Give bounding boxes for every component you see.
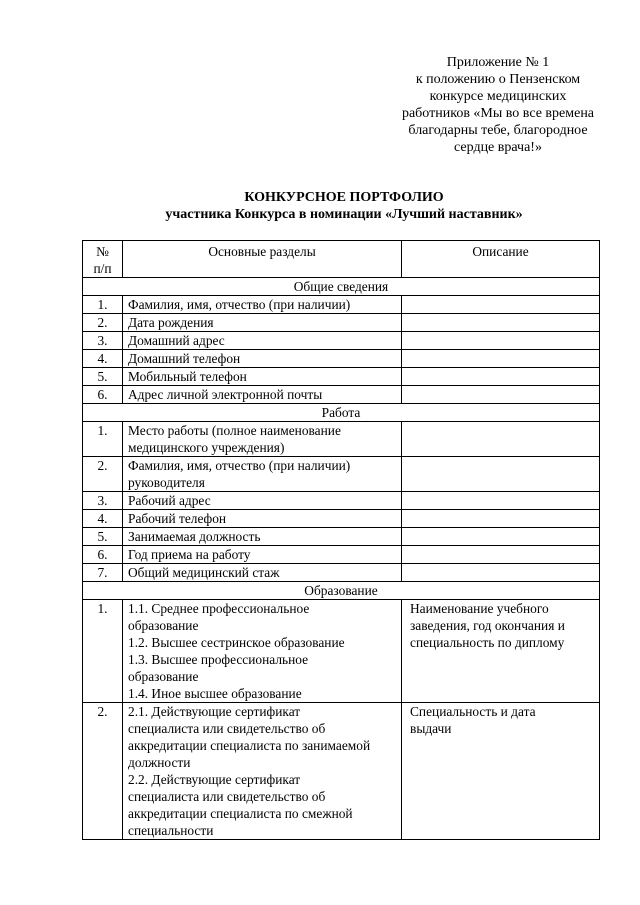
- table-row: [83, 546, 600, 564]
- section-line: 2.2. Действующие сертификат: [128, 772, 301, 787]
- row-description: [402, 350, 600, 368]
- row-number: 1.: [83, 600, 123, 703]
- section-line: специальности: [128, 823, 214, 838]
- description-line: Наименование учебного: [410, 601, 549, 616]
- section-line: Домашний адрес: [128, 333, 225, 348]
- row-description: [402, 422, 600, 457]
- table-row: [83, 457, 600, 492]
- row-section: [123, 422, 402, 457]
- section-line: Место работы (полное наименование: [128, 423, 341, 438]
- table-row: [83, 510, 600, 528]
- table-row: [83, 703, 600, 840]
- description-line: выдачи: [410, 721, 452, 736]
- table-row: [83, 332, 600, 350]
- header-sections: Основные разделы: [123, 241, 402, 278]
- row-section: [123, 350, 402, 368]
- row-number: 3.: [83, 492, 123, 510]
- appendix-line: благодарны тебе, благородное: [408, 123, 588, 138]
- appendix-line: конкурсе медицинских: [429, 89, 567, 104]
- section-line: должности: [128, 755, 191, 770]
- table-row: [83, 314, 600, 332]
- section-line: аккредитации специалиста по смежной: [128, 806, 353, 821]
- row-section: [123, 600, 402, 703]
- section-line: Рабочий адрес: [128, 493, 211, 508]
- row-number: 6.: [83, 386, 123, 404]
- table-row: [83, 528, 600, 546]
- section-line: Фамилия, имя, отчество (при наличии): [128, 297, 351, 312]
- description-line: заведения, год окончания и: [410, 618, 565, 633]
- group-title: Общие сведения: [83, 278, 600, 296]
- table-group-row: [83, 582, 600, 600]
- section-line: 1.4. Иное высшее образование: [128, 686, 302, 701]
- section-line: медицинского учреждения): [128, 440, 285, 455]
- section-line: аккредитации специалиста по занимаемой: [128, 738, 371, 753]
- table-group-row: [83, 404, 600, 422]
- row-number: 6.: [83, 546, 123, 564]
- row-section: [123, 510, 402, 528]
- row-description: [402, 314, 600, 332]
- row-number: 5.: [83, 528, 123, 546]
- row-description: [402, 546, 600, 564]
- table-header-row: [83, 241, 600, 278]
- appendix-line: сердце врача!»: [454, 140, 542, 155]
- row-description: [402, 564, 600, 582]
- row-description: [402, 386, 600, 404]
- portfolio-table: [82, 240, 600, 840]
- table-group-row: [83, 278, 600, 296]
- row-number: 2.: [83, 703, 123, 840]
- row-number: 3.: [83, 332, 123, 350]
- row-section: [123, 296, 402, 314]
- row-number: 4.: [83, 510, 123, 528]
- section-line: Год приема на работу: [128, 547, 251, 562]
- row-section: [123, 368, 402, 386]
- row-section: [123, 546, 402, 564]
- header-description: Описание: [402, 241, 600, 278]
- row-section: [123, 492, 402, 510]
- section-line: Рабочий телефон: [128, 511, 227, 526]
- group-title: Работа: [83, 404, 600, 422]
- appendix-line: работников «Мы во все времена: [401, 106, 595, 121]
- row-description: [402, 296, 600, 314]
- section-line: образование: [128, 618, 199, 633]
- row-description: [402, 368, 600, 386]
- section-line: Домашний телефон: [128, 351, 241, 366]
- row-number: 7.: [83, 564, 123, 582]
- header-number-line: №: [96, 244, 109, 259]
- table-row: [83, 600, 600, 703]
- row-description: [402, 528, 600, 546]
- section-line: 1.1. Среднее профессиональное: [128, 601, 310, 616]
- appendix-note: [388, 54, 608, 156]
- table-row: [83, 296, 600, 314]
- row-section: [123, 332, 402, 350]
- section-line: Дата рождения: [128, 315, 214, 330]
- section-line: специалиста или свидетельство об: [128, 789, 326, 804]
- section-line: 2.1. Действующие сертификат: [128, 704, 301, 719]
- table-row: [83, 422, 600, 457]
- appendix-line: к положению о Пензенском: [415, 72, 581, 87]
- row-section: [123, 457, 402, 492]
- row-number: 2.: [83, 457, 123, 492]
- row-number: 1.: [83, 422, 123, 457]
- section-line: Общий медицинский стаж: [128, 565, 280, 580]
- row-description: [402, 510, 600, 528]
- description-line: Специальность и дата: [410, 704, 536, 719]
- table-row: [83, 564, 600, 582]
- section-line: руководителя: [128, 475, 205, 490]
- row-description: [402, 600, 600, 703]
- section-line: образование: [128, 669, 199, 684]
- row-section: [123, 703, 402, 840]
- section-line: 1.3. Высшее профессиональное: [128, 652, 309, 667]
- section-line: Занимаемая должность: [128, 529, 261, 544]
- section-line: Фамилия, имя, отчество (при наличии): [128, 458, 351, 473]
- section-line: Мобильный телефон: [128, 369, 247, 384]
- row-number: 2.: [83, 314, 123, 332]
- document-title: КОНКУРСНОЕ ПОРТФОЛИО: [244, 190, 444, 205]
- row-section: [123, 564, 402, 582]
- row-description: [402, 492, 600, 510]
- description-line: специальность по диплому: [410, 635, 565, 650]
- row-description: [402, 332, 600, 350]
- row-number: 4.: [83, 350, 123, 368]
- section-line: 1.2. Высшее сестринское образование: [128, 635, 345, 650]
- table-row: [83, 368, 600, 386]
- row-number: 5.: [83, 368, 123, 386]
- header-number-line: п/п: [93, 261, 112, 276]
- table-row: [83, 350, 600, 368]
- row-description: [402, 703, 600, 840]
- group-title: Образование: [83, 582, 600, 600]
- row-section: [123, 386, 402, 404]
- table-row: [83, 386, 600, 404]
- table-row: [83, 492, 600, 510]
- row-description: [402, 457, 600, 492]
- header-number: [83, 241, 123, 278]
- section-line: специалиста или свидетельство об: [128, 721, 326, 736]
- row-number: 1.: [83, 296, 123, 314]
- row-section: [123, 528, 402, 546]
- section-line: Адрес личной электронной почты: [128, 387, 323, 402]
- appendix-line: Приложение № 1: [446, 55, 550, 70]
- document-subtitle: участника Конкурса в номинации «Лучший наставник»: [165, 207, 523, 222]
- row-section: [123, 314, 402, 332]
